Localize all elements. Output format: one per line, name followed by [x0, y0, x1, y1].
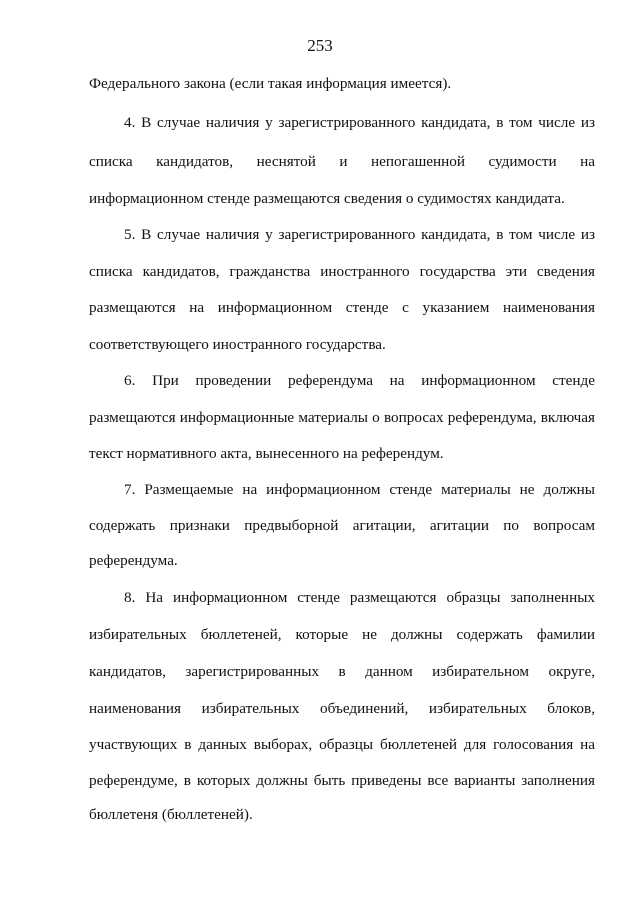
paragraph-6-line-2: размещаются информационные материалы о вопросах референдума, включая: [89, 409, 595, 426]
paragraph-7-line-2: содержать признаки предвыборной агитации, агитации по вопросам: [89, 517, 595, 534]
paragraph-8-line-6: референдуме, в которых должны быть приведены все варианты заполнения: [89, 772, 595, 789]
paragraph-5-line-4: соответствующего иностранного государства.: [89, 336, 386, 353]
paragraph-7-line-1: 7. Размещаемые на информационном стенде материалы не должны: [124, 481, 595, 498]
paragraph-4-line-3: информационном стенде размещаются сведения о судимостях кандидата.: [89, 190, 565, 207]
paragraph-8-line-2: избирательных бюллетеней, которые не должны содержать фамилии: [89, 626, 595, 643]
paragraph-5-line-2: списка кандидатов, гражданства иностранного государства эти сведения: [89, 263, 595, 280]
page-number: 253: [307, 36, 333, 55]
paragraph-4-line-1: 4. В случае наличия у зарегистрированного кандидата, в том числе из: [124, 114, 595, 131]
paragraph-8-line-4: наименования избирательных объединений, избирательных блоков,: [89, 700, 595, 717]
text-line-1: Федерального закона (если такая информация имеется).: [89, 75, 452, 92]
paragraph-7-line-3: референдума.: [89, 552, 178, 569]
paragraph-6-line-3: текст нормативного акта, вынесенного на референдум.: [89, 445, 444, 462]
paragraph-8-line-5: участвующих в данных выборах, образцы бюллетеней для голосования на: [89, 736, 595, 753]
paragraph-8-line-7: бюллетеня (бюллетеней).: [89, 806, 253, 823]
paragraph-8-line-3: кандидатов, зарегистрированных в данном избирательном округе,: [89, 663, 595, 680]
paragraph-5-line-3: размещаются на информационном стенде с указанием наименования: [89, 299, 595, 316]
paragraph-8-line-1: 8. На информационном стенде размещаются образцы заполненных: [124, 589, 595, 606]
paragraph-6-line-1: 6. При проведении референдума на информационном стенде: [124, 372, 595, 389]
paragraph-5-line-1: 5. В случае наличия у зарегистрированного кандидата, в том числе из: [124, 226, 595, 243]
paragraph-4-line-2: списка кандидатов, неснятой и непогашенной судимости на: [89, 153, 595, 170]
